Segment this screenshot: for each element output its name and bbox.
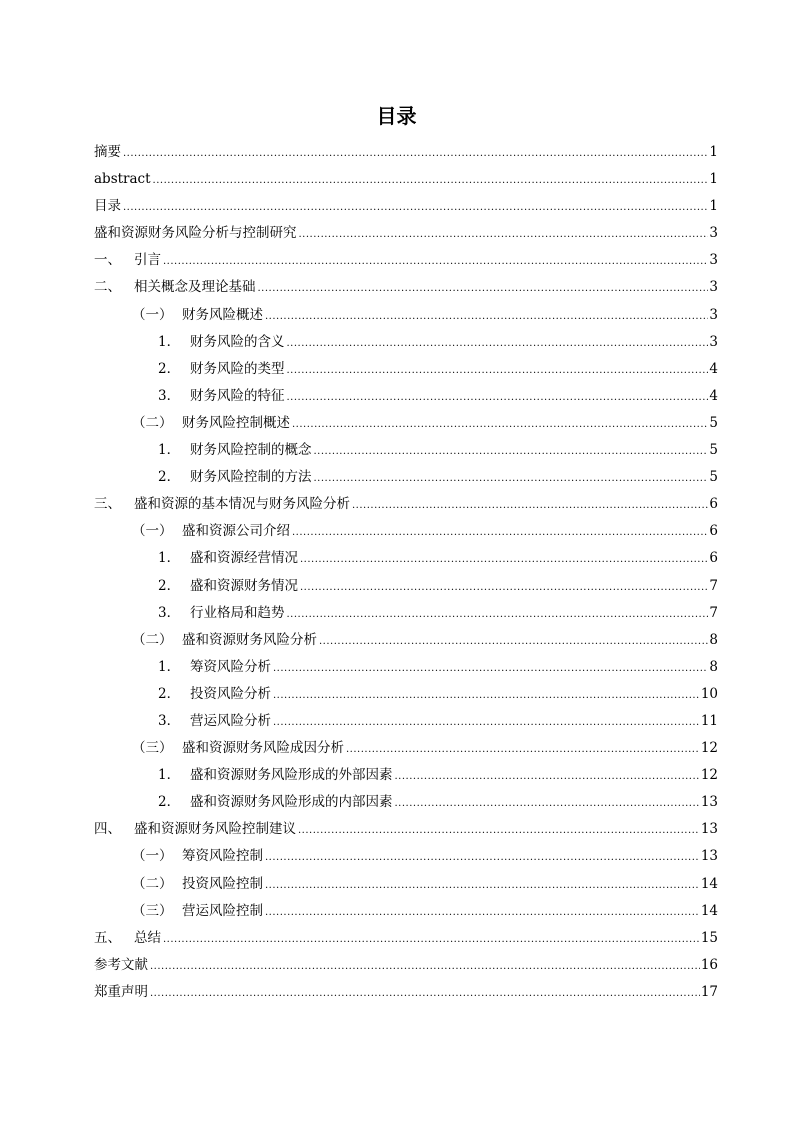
toc-entry[interactable] (94, 193, 718, 220)
toc-page-number: 11 (700, 712, 718, 729)
toc-entry-title: 相关概念及理论基础 (134, 279, 256, 296)
toc-dot-leader (163, 248, 708, 275)
toc-entry-number: （二） (132, 875, 173, 892)
toc-page-number: 8 (709, 658, 718, 675)
toc-entry-title: 目录 (94, 198, 121, 215)
toc-entry-number: 3． (158, 604, 181, 621)
toc-entry[interactable] (94, 545, 718, 572)
toc-page-number: 7 (709, 577, 718, 594)
toc-page-number: 13 (700, 821, 718, 838)
toc-dot-leader (292, 519, 708, 546)
toc-entry-title: 投资风险控制 (182, 875, 263, 892)
toc-dot-leader (314, 438, 709, 465)
toc-entry-title: 盛和资源的基本情况与财务风险分析 (134, 496, 350, 513)
toc-entry-number: （二） (132, 631, 173, 648)
toc-entry-title: 摘要 (94, 144, 121, 160)
toc-entry[interactable] (94, 925, 718, 952)
toc-dot-leader (265, 872, 700, 899)
toc-entry[interactable] (94, 464, 718, 491)
toc-page-number: 4 (709, 360, 718, 377)
toc-page-number: 4 (709, 387, 718, 404)
toc-dot-leader (153, 167, 709, 194)
toc-page-number: 5 (709, 414, 718, 431)
toc-dot-leader (298, 817, 700, 844)
toc-entry[interactable] (94, 329, 718, 356)
toc-dot-leader (314, 465, 709, 492)
toc-entry[interactable] (94, 627, 718, 654)
toc-entry-number: 四、 (94, 821, 121, 838)
toc-entry-title: 投资风险分析 (190, 685, 271, 702)
toc-entry-title: 盛和资源财务风险成因分析 (182, 740, 344, 757)
toc-dot-leader (292, 411, 708, 438)
toc-dot-leader (123, 194, 708, 221)
toc-dot-leader (346, 736, 700, 763)
toc-entry[interactable] (94, 274, 718, 301)
toc-entry[interactable] (94, 816, 718, 843)
toc-entry-title: 盛和资源财务情况 (190, 577, 298, 594)
toc-dot-leader (265, 844, 700, 871)
toc-entry[interactable] (94, 898, 718, 925)
toc-dot-leader (299, 221, 709, 248)
toc-dot-leader (287, 384, 709, 411)
toc-page-number: 12 (700, 740, 718, 757)
toc-entry[interactable] (94, 573, 718, 600)
toc-entry[interactable] (94, 843, 718, 870)
toc-entry-title: 引言 (134, 252, 161, 269)
toc-entry[interactable] (94, 491, 718, 518)
toc-entry-number: （一） (132, 523, 173, 540)
toc-page-number: 5 (709, 442, 718, 459)
toc-dot-leader (352, 492, 708, 519)
toc-entry-title: 盛和资源财务风险形成的外部因素 (190, 767, 393, 784)
toc-entry[interactable] (94, 871, 718, 898)
toc-entry-number: （二） (132, 414, 173, 431)
toc-dot-leader (265, 303, 708, 330)
toc-entry-number: 3． (158, 712, 181, 729)
table-of-contents (94, 139, 718, 1006)
toc-entry-title: 盛和资源财务风险分析与控制研究 (94, 225, 297, 242)
toc-page-number: 6 (709, 550, 718, 567)
toc-entry[interactable] (94, 600, 718, 627)
toc-entry[interactable] (94, 410, 718, 437)
toc-entry-title: abstract (94, 171, 151, 188)
toc-page-number: 10 (700, 685, 718, 702)
toc-dot-leader (150, 953, 700, 980)
toc-entry-title: 总结 (134, 929, 161, 946)
toc-entry-title: 盛和资源经营情况 (190, 550, 298, 567)
toc-entry-number: （三） (132, 740, 173, 757)
toc-entry-number: （三） (132, 902, 173, 919)
toc-entry-number: 二、 (94, 279, 121, 296)
toc-page-number: 1 (709, 171, 718, 188)
toc-entry-title: 财务风险控制的概念 (190, 442, 312, 459)
toc-dot-leader (163, 926, 700, 953)
toc-entry[interactable] (94, 247, 718, 274)
toc-entry-number: 五、 (94, 929, 121, 946)
toc-page-number: 15 (700, 929, 718, 946)
toc-entry-title: 筹资风险控制 (182, 848, 263, 865)
toc-dot-leader (150, 980, 700, 1007)
toc-entry[interactable] (94, 383, 718, 410)
toc-dot-leader (395, 763, 700, 790)
toc-entry-number: 2． (158, 685, 181, 702)
toc-entry-number: 2． (158, 794, 181, 811)
toc-entry[interactable] (94, 356, 718, 383)
toc-entry[interactable] (94, 979, 718, 1006)
toc-entry-title: 参考文献 (94, 956, 148, 973)
toc-entry-number: 2． (158, 360, 181, 377)
toc-entry-title: 营运风险控制 (182, 902, 263, 919)
toc-entry-number: 1． (158, 442, 181, 459)
toc-entry-number: 1． (158, 658, 181, 675)
toc-entry[interactable] (94, 220, 718, 247)
toc-entry-title: 行业格局和趋势 (190, 604, 285, 621)
toc-entry-number: 1． (158, 550, 181, 567)
toc-page-number: 13 (700, 794, 718, 811)
toc-page-number: 3 (709, 225, 718, 242)
toc-entry[interactable] (94, 139, 718, 166)
toc-entry[interactable] (94, 654, 718, 681)
toc-page-number: 17 (700, 983, 718, 1000)
toc-entry-number: 1． (158, 767, 181, 784)
toc-entry-number: 2． (158, 469, 181, 486)
toc-entry-title: 财务风险控制概述 (182, 414, 290, 431)
toc-page-number: 3 (709, 306, 718, 323)
toc-page-number: 1 (709, 144, 718, 160)
toc-entry-title: 盛和资源财务风险形成的内部因素 (190, 794, 393, 811)
toc-dot-leader (300, 546, 708, 573)
toc-page-number: 3 (709, 333, 718, 350)
toc-page-number: 8 (709, 631, 718, 648)
toc-entry[interactable] (94, 708, 718, 735)
page-title: 目录 (376, 104, 417, 128)
toc-page-number: 13 (700, 848, 718, 865)
toc-dot-leader (287, 357, 709, 384)
toc-entry-number: 一、 (94, 252, 121, 269)
toc-dot-leader (265, 899, 700, 926)
toc-page-number: 16 (700, 956, 718, 973)
toc-page-number: 7 (709, 604, 718, 621)
toc-entry-title: 郑重声明 (94, 983, 148, 1000)
toc-entry-title: 筹资风险分析 (190, 658, 271, 675)
toc-entry-title: 财务风险的含义 (190, 333, 285, 350)
toc-entry-title: 盛和资源财务风险分析 (182, 631, 317, 648)
toc-dot-leader (258, 275, 709, 302)
toc-page-number: 3 (709, 279, 718, 296)
toc-entry-number: 1． (158, 333, 181, 350)
toc-page-number: 6 (709, 496, 718, 513)
toc-dot-leader (395, 790, 700, 817)
toc-entry[interactable] (94, 681, 718, 708)
toc-dot-leader (300, 574, 708, 601)
toc-entry-number: （一） (132, 306, 173, 323)
toc-entry-title: 财务风险概述 (182, 306, 263, 323)
toc-page-number: 1 (709, 198, 718, 215)
toc-entry-title: 财务风险的特征 (190, 387, 285, 404)
toc-dot-leader (123, 140, 708, 167)
toc-page-number: 5 (709, 469, 718, 486)
toc-dot-leader (319, 628, 708, 655)
toc-entry[interactable] (94, 762, 718, 789)
toc-entry-number: （一） (132, 848, 173, 865)
toc-page-number: 12 (700, 767, 718, 784)
toc-entry[interactable] (94, 952, 718, 979)
toc-entry[interactable] (94, 437, 718, 464)
toc-entry-number: 3． (158, 387, 181, 404)
toc-entry[interactable] (94, 789, 718, 816)
toc-dot-leader (287, 330, 709, 357)
toc-entry-title: 盛和资源公司介绍 (182, 523, 290, 540)
toc-page-number: 14 (700, 875, 718, 892)
toc-entry[interactable] (94, 302, 718, 329)
toc-page-number: 6 (709, 523, 718, 540)
toc-entry-title: 财务风险控制的方法 (190, 469, 312, 486)
toc-entry-number: 2． (158, 577, 181, 594)
toc-dot-leader (287, 601, 709, 628)
toc-entry-title: 营运风险分析 (190, 712, 271, 729)
toc-entry-title: 财务风险的类型 (190, 360, 285, 377)
toc-dot-leader (273, 682, 700, 709)
toc-entry[interactable] (94, 518, 718, 545)
toc-entry[interactable] (94, 735, 718, 762)
toc-dot-leader (273, 655, 708, 682)
toc-dot-leader (273, 709, 700, 736)
toc-page-number: 14 (700, 902, 718, 919)
toc-entry[interactable] (94, 166, 718, 193)
toc-entry-title: 盛和资源财务风险控制建议 (134, 821, 296, 838)
toc-page-number: 3 (709, 252, 718, 269)
toc-entry-number: 三、 (94, 496, 121, 513)
